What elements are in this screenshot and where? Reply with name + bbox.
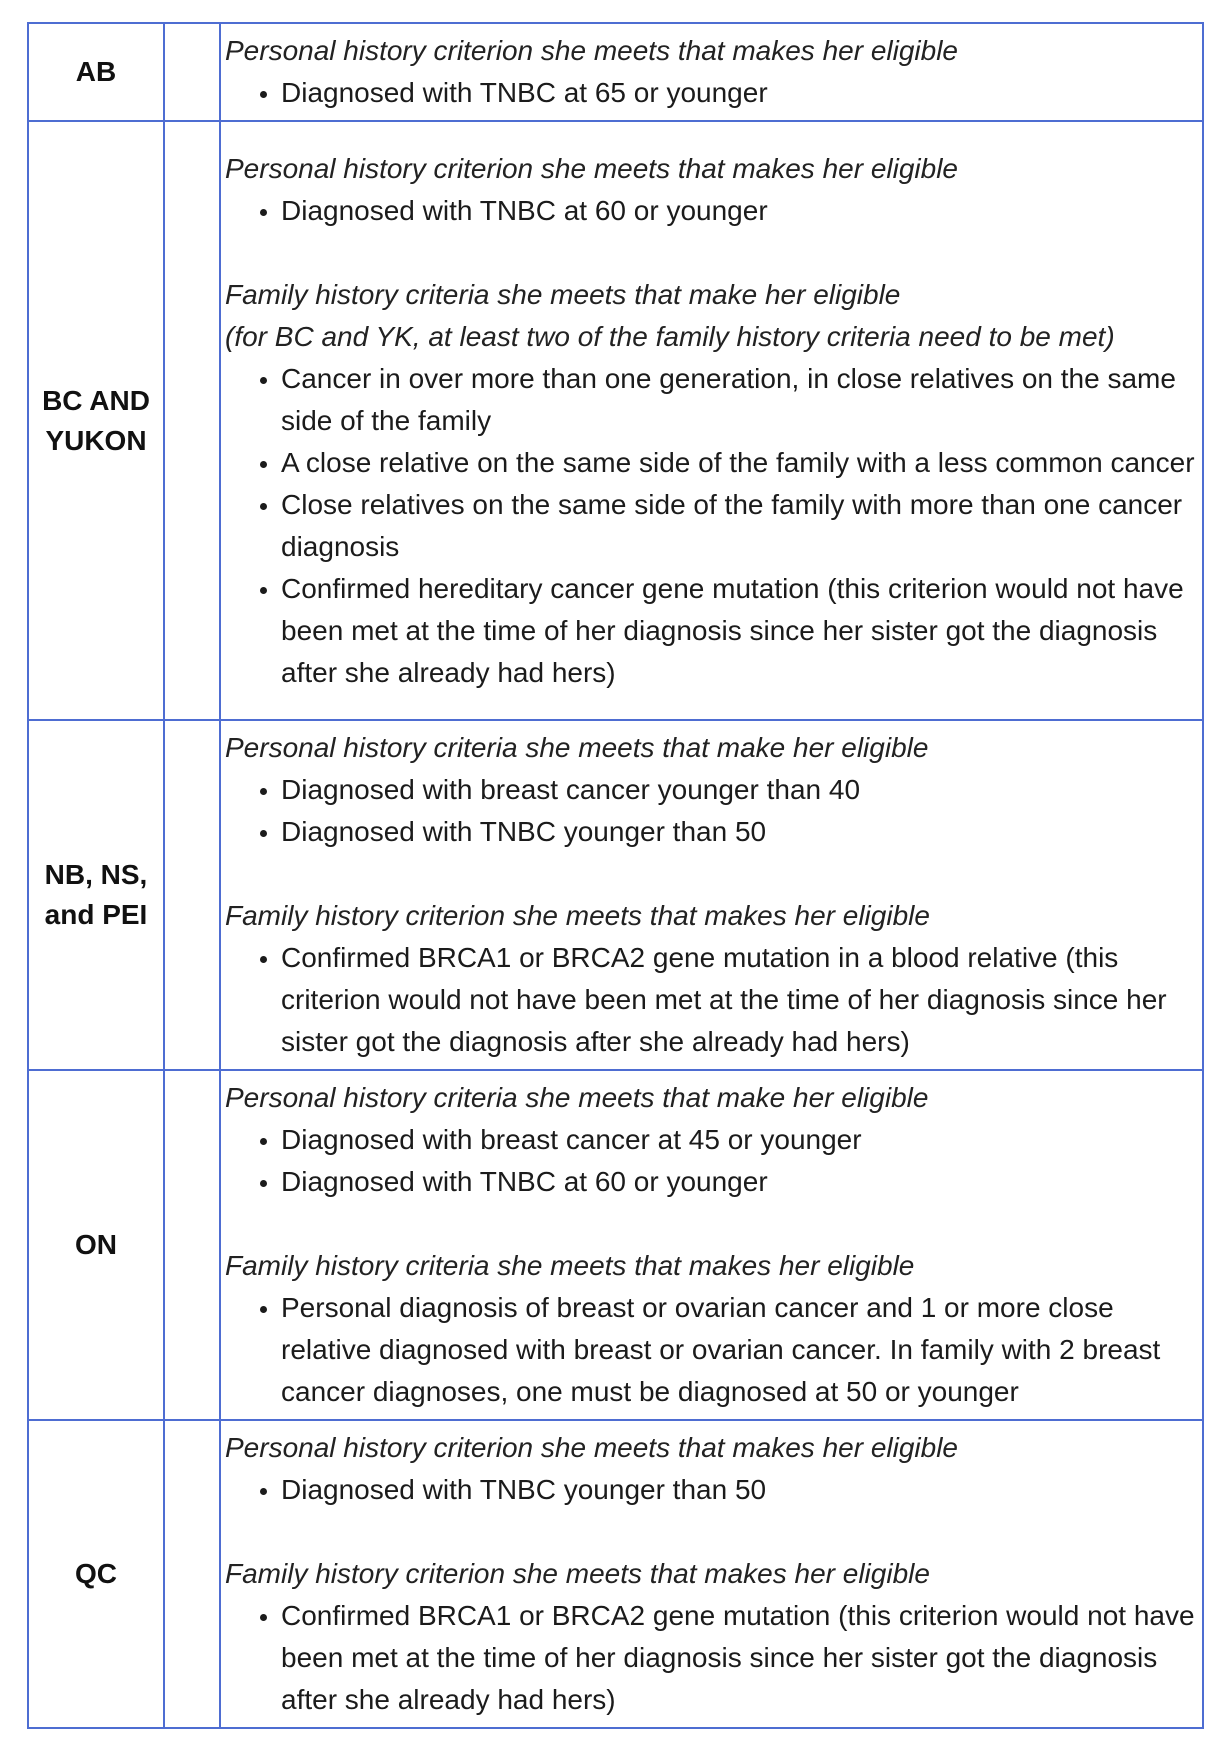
table-row bbox=[28, 23, 1203, 121]
content-cell bbox=[220, 121, 1203, 720]
spacer-cell bbox=[164, 720, 220, 1070]
section-header: Family history criteria she meets that make her eligible bbox=[225, 278, 901, 310]
eligibility-table bbox=[27, 22, 1204, 1729]
section-header: Personal history criteria she meets that make her eligible bbox=[225, 1082, 929, 1113]
bullet-item: • Confirmed BRCA1 or BRCA2 gene mutation in a blood relative (this criterion would not have been met at the time of her diagnosis since her sister got the diagnosis after she already had hers) bbox=[281, 937, 1198, 1063]
section-header: Personal history criteria she meets that make her eligible bbox=[225, 732, 929, 763]
region-cell: NB, NS, and PEI bbox=[28, 720, 164, 1070]
bullet-item: • Confirmed BRCA1 or BRCA2 gene mutation (this criterion would not have been met at the time of her diagnosis since her sister got the diagnosis after she already had hers) bbox=[281, 1595, 1198, 1721]
bullet-item: • Cancer in over more than one generation, in close relatives on the same side of the family bbox=[281, 358, 1198, 442]
bullet-item: • Diagnosed with TNBC at 60 or younger bbox=[281, 190, 1198, 232]
content-cell bbox=[220, 23, 1203, 121]
bullet-list bbox=[225, 1119, 1198, 1203]
bullet-item: • Diagnosed with TNBC at 60 or younger bbox=[281, 1161, 1198, 1203]
bullet-item: • Diagnosed with TNBC younger than 50 bbox=[281, 1469, 1198, 1511]
region-cell: QC bbox=[28, 1420, 164, 1728]
section-header: Personal history criterion she meets that makes her eligible bbox=[225, 152, 959, 184]
region-cell: AB bbox=[28, 23, 164, 121]
criteria-section bbox=[225, 1427, 1198, 1511]
content-cell bbox=[220, 720, 1203, 1070]
bullet-list bbox=[225, 1469, 1198, 1511]
bullet-item: • Diagnosed with TNBC at 65 or younger bbox=[281, 72, 1198, 114]
bullet-item: • A close relative on the same side of the family with a less common cancer bbox=[281, 442, 1198, 484]
section-header: Family history criterion she meets that makes her eligible bbox=[225, 900, 930, 931]
bullet-list bbox=[225, 769, 1198, 853]
spacer-cell bbox=[164, 1070, 220, 1420]
section-subheader: (for BC and YK, at least two of the family history criteria need to be met) bbox=[225, 320, 1115, 352]
content-cell bbox=[220, 1070, 1203, 1420]
table-row bbox=[28, 121, 1203, 720]
criteria-section bbox=[225, 1553, 1198, 1721]
spacer-cell bbox=[164, 23, 220, 121]
bullet-list bbox=[225, 72, 1198, 114]
bullet-item: • Close relatives on the same side of the family with more than one cancer diagnosis bbox=[281, 484, 1198, 568]
section-header: Personal history criterion she meets that makes her eligible bbox=[225, 1432, 959, 1463]
bullet-list bbox=[225, 1287, 1198, 1413]
section-header: Family history criteria she meets that makes her eligible bbox=[225, 1250, 915, 1281]
bullet-list bbox=[225, 937, 1198, 1063]
criteria-section bbox=[225, 30, 1198, 114]
criteria-section bbox=[225, 1077, 1198, 1203]
table-row bbox=[28, 1070, 1203, 1420]
criteria-section bbox=[225, 148, 1198, 232]
eligibility-table-body bbox=[28, 23, 1203, 1728]
bullet-item: • Personal diagnosis of breast or ovarian cancer and 1 or more close relative diagnosed with breast or ovarian cancer. In family with 2 breast cancer diagnoses, one must be diagnosed at 50 or younger bbox=[281, 1287, 1198, 1413]
bullet-item: • Diagnosed with TNBC younger than 50 bbox=[281, 811, 1198, 853]
bullet-list bbox=[225, 190, 1198, 232]
table-row bbox=[28, 720, 1203, 1070]
criteria-section bbox=[225, 727, 1198, 853]
region-cell: ON bbox=[28, 1070, 164, 1420]
criteria-section bbox=[225, 1245, 1198, 1413]
criteria-section bbox=[225, 274, 1198, 694]
content-cell bbox=[220, 1420, 1203, 1728]
bullet-list bbox=[225, 1595, 1198, 1721]
criteria-section bbox=[225, 895, 1198, 1063]
section-header: Family history criterion she meets that makes her eligible bbox=[225, 1558, 930, 1589]
spacer-cell bbox=[164, 1420, 220, 1728]
bullet-list bbox=[225, 358, 1198, 694]
bullet-item: • Confirmed hereditary cancer gene mutation (this criterion would not have been met at the time of her diagnosis since her sister got the diagnosis after she already had hers) bbox=[281, 568, 1198, 694]
section-header: Personal history criterion she meets that makes her eligible bbox=[225, 35, 959, 66]
spacer-cell bbox=[164, 121, 220, 720]
bullet-item: • Diagnosed with breast cancer younger than 40 bbox=[281, 769, 1198, 811]
region-cell: BC AND YUKON bbox=[28, 121, 164, 720]
bullet-item: • Diagnosed with breast cancer at 45 or younger bbox=[281, 1119, 1198, 1161]
table-row bbox=[28, 1420, 1203, 1728]
